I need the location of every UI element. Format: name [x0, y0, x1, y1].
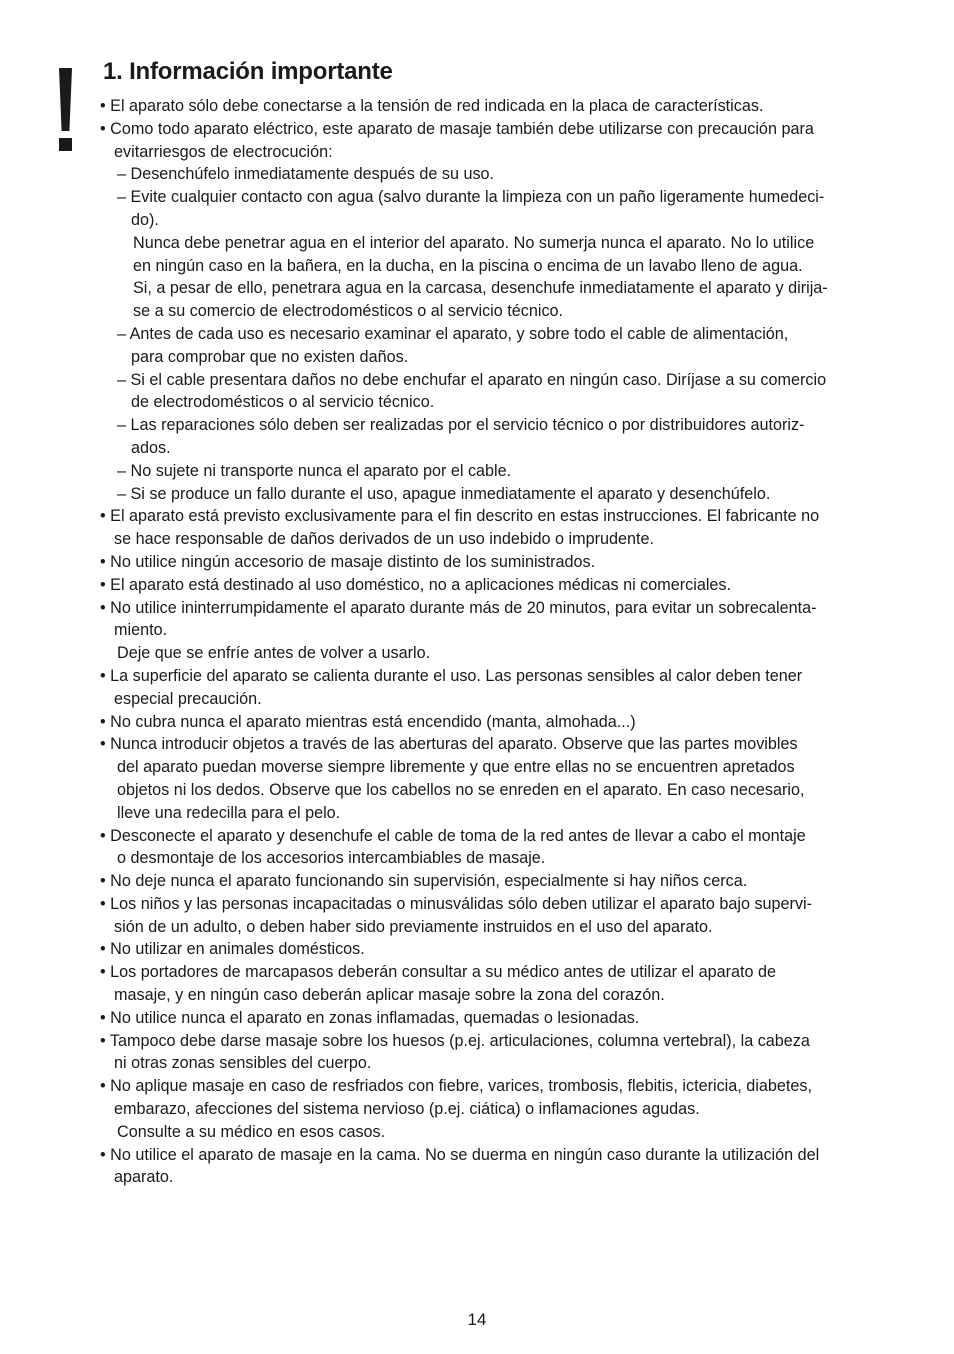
text-line: en ningún caso en la bañera, en la ducha, en la piscina o encima de un lavabo lleno de agua. [133, 256, 803, 275]
text-line: • Tampoco debe darse masaje sobre los huesos (p.ej. articulaciones, columna vertebral), la cabeza [100, 1031, 810, 1050]
text-line: se a su comercio de electrodomésticos o al servicio técnico. [133, 302, 564, 321]
section-heading: 1. Información importante [103, 58, 393, 85]
text-line: – Las reparaciones sólo deben ser realizadas por el servicio técnico o por distribuidores autoriz- [117, 416, 805, 435]
text-line: • No deje nunca el aparato funcionando sin supervisión, especialmente si hay niños cerca. [100, 872, 748, 891]
text-line: objetos ni los dedos. Observe que los cabellos no se enreden en el aparato. En caso necesario, [117, 780, 805, 799]
text-line: del aparato puedan moverse siempre libremente y que entre ellas no se encuentren apretados [117, 758, 795, 777]
text-line: • Como todo aparato eléctrico, este aparato de masaje también debe utilizarse con precaución para [100, 119, 814, 138]
text-line: • Nunca introducir objetos a través de las aberturas del aparato. Observe que las partes movibles [100, 735, 798, 754]
text-line: • No aplique masaje en caso de resfriados con fiebre, varices, trombosis, flebitis, ictericia, diabetes, [100, 1077, 812, 1096]
exclamation-dot [59, 138, 72, 151]
text-line: do). [131, 210, 159, 229]
text-line: aparato. [114, 1168, 174, 1187]
text-line: • Los portadores de marcapasos deberán consultar a su médico antes de utilizar el aparato de [100, 963, 777, 982]
text-line: • No utilice ininterrumpidamente el aparato durante más de 20 minutos, para evitar un sobrecalenta- [100, 598, 817, 617]
text-line: – Evite cualquier contacto con agua (salvo durante la limpieza con un paño ligeramente humedeci- [117, 188, 825, 207]
text-line: masaje, y en ningún caso deberán aplicar masaje sobre la zona del corazón. [114, 986, 665, 1005]
text-line: evitarriesgos de electrocución: [114, 142, 333, 161]
text-line: • Los niños y las personas incapacitadas o minusválidas sólo deben utilizar el aparato bajo supervi- [100, 894, 813, 913]
text-line: – Si se produce un fallo durante el uso, apague inmediatamente el aparato y desenchúfelo. [117, 484, 771, 503]
text-line: especial precaución. [114, 689, 262, 708]
text-line: Consulte a su médico en esos casos. [117, 1122, 386, 1141]
exclamation-warning-icon [57, 68, 74, 152]
safety-instructions-text [100, 95, 892, 1189]
text-line: – No sujete ni transporte nunca el aparato por el cable. [117, 461, 512, 480]
text-line: – Si el cable presentara daños no debe enchufar el aparato en ningún caso. Diríjase a su comercio [117, 370, 827, 389]
text-line: • No utilice ningún accesorio de masaje distinto de los suministrados. [100, 552, 596, 571]
text-line: lleve una redecilla para el pelo. [117, 803, 341, 822]
text-line: • No utilice nunca el aparato en zonas inflamadas, quemadas o lesionadas. [100, 1008, 640, 1027]
text-line: • El aparato está destinado al uso doméstico, no a aplicaciones médicas ni comerciales. [100, 575, 732, 594]
text-line: o desmontaje de los accesorios intercambiables de masaje. [117, 849, 546, 868]
text-line: embarazo, afecciones del sistema nervioso (p.ej. ciática) o inflamaciones agudas. [114, 1100, 700, 1119]
text-line: • El aparato sólo debe conectarse a la tensión de red indicada en la placa de características. [100, 97, 764, 115]
exclamation-bar [59, 68, 72, 131]
text-line: – Antes de cada uso es necesario examinar el aparato, y sobre todo el cable de alimentación, [117, 324, 789, 343]
text-line: Deje que se enfríe antes de volver a usarlo. [117, 644, 431, 663]
text-line: Nunca debe penetrar agua en el interior del aparato. No sumerja nunca el aparato. No lo utilice [133, 233, 815, 252]
text-line: miento. [114, 621, 168, 640]
page-number: 14 [467, 1310, 487, 1329]
text-line: Si, a pesar de ello, penetrara agua en la carcasa, desenchufe inmediatamente el aparato y dirija- [133, 279, 828, 298]
text-line: • El aparato está previsto exclusivamente para el fin descrito en estas instrucciones. El fabricante no [100, 507, 820, 526]
text-line: • Desconecte el aparato y desenchufe el cable de toma de la red antes de llevar a cabo el montaje [100, 826, 806, 845]
text-line: se hace responsable de daños derivados de un uso indebido o imprudente. [114, 530, 654, 549]
text-line: ados. [131, 438, 171, 457]
text-line: para comprobar que no existen daños. [131, 347, 409, 366]
text-line: – Desenchúfelo inmediatamente después de su uso. [117, 165, 495, 184]
text-line: • La superficie del aparato se calienta durante el uso. Las personas sensibles al calor deben tener [100, 666, 803, 685]
text-line: • No utilice el aparato de masaje en la cama. No se duerma en ningún caso durante la utilización del [100, 1145, 820, 1164]
text-line: ni otras zonas sensibles del cuerpo. [114, 1054, 372, 1073]
text-line: • No cubra nunca el aparato mientras está encendido (manta, almohada...) [100, 712, 636, 731]
text-line: sión de un adulto, o deben haber sido previamente instruidos en el uso del aparato. [114, 917, 713, 936]
text-line: • No utilizar en animales domésticos. [100, 940, 365, 959]
text-line: de electrodomésticos o al servicio técnico. [131, 393, 435, 412]
